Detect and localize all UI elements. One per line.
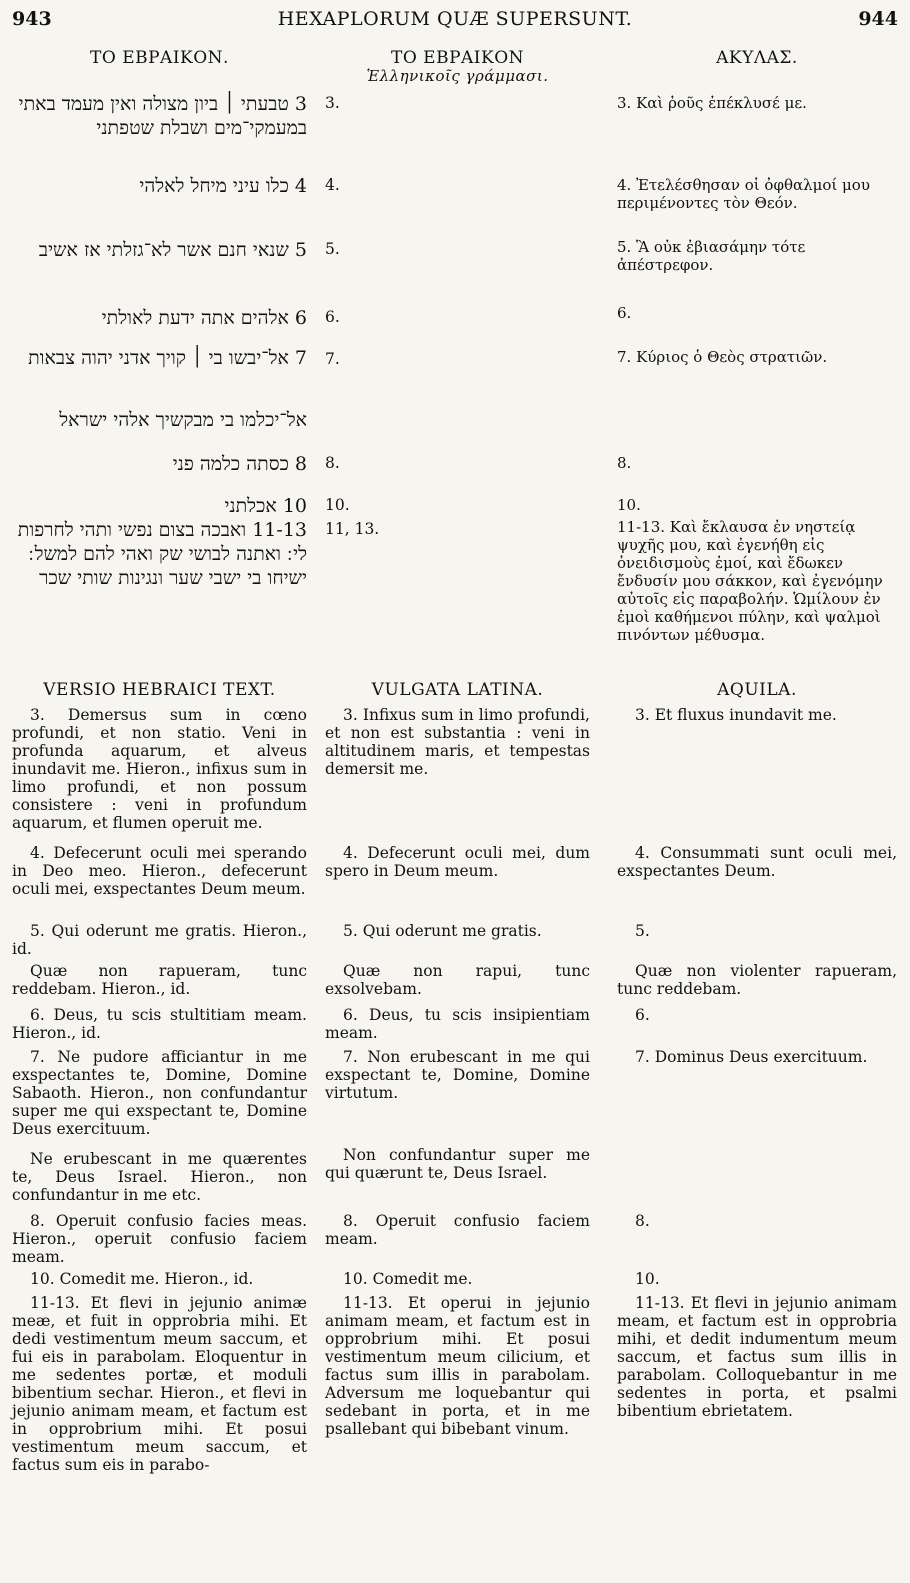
aquila-text: 4. Consummati sunt oculi mei, exspectantes Deum. — [617, 844, 897, 880]
heading-aquila-greek: ΑΚΥΛΑΣ. — [716, 48, 798, 68]
vulgata-verse-8 — [325, 1212, 590, 1248]
heading-aquila-latin: AQUILA. — [717, 680, 797, 700]
versio-verse-5b — [12, 962, 307, 998]
hebrew-verse-11-13: 11-13 ואבכה בצום נפשי ותהי לחרפות לי ׃ ואתנה לבושי שק ואהי להם למשל ׃ ישיחו בי ישבי שער ונגינות שותי שכר — [17, 519, 307, 589]
greek-verse-6: 6. — [617, 304, 632, 322]
mid-verse-7: 7. — [325, 350, 340, 368]
versio-text: 7. Ne pudore afficiantur in me exspectantes te, Domine, Domine Sabaoth. Hieron., non confundantur super me qui exspectant te, Domine Deus exercituum. — [12, 1048, 307, 1138]
aquila-verse-5b — [617, 962, 897, 998]
hebrew-verse-5: 5 שנאי חנם אשר לא־גזלתי אז אשיב — [38, 239, 307, 261]
aquila-verse-7 — [617, 1048, 897, 1066]
vulgata-text: 7. Non erubescant in me qui exspectant te, Domine, Domine virtutum. — [325, 1048, 590, 1102]
running-header — [12, 8, 898, 36]
aquila-text: Quæ non violenter rapueram, tunc reddebam. — [617, 962, 897, 998]
vulgata-verse-5b — [325, 962, 590, 998]
aquila-text: 7. Dominus Deus exercituum. — [635, 1048, 868, 1066]
versio-verse-3 — [12, 706, 307, 832]
aquila-text: 5. — [635, 922, 650, 940]
versio-text: 11-13. Et flevi in jejunio animæ meæ, et fuit in opprobria mihi. Et dedi vestimentum meum saccum, et fui eis in parabolam. Eloquentur in me sedentes portæ, et moduli bibentium sechar. Hieron., et flevi in jejunio animam meam, et factum est in opprobrium mihi. Et posui vestimentum meum saccum, et factus sum eis in parabo- — [12, 1294, 307, 1474]
aquila-verse-6 — [617, 1006, 897, 1024]
greek-verse-10: 10. — [617, 496, 641, 514]
aquila-verse-5 — [617, 922, 897, 940]
versio-text: 6. Deus, tu scis stultitiam meam. Hieron., id. — [12, 1006, 307, 1042]
hebrew-verse-6: 6 אלהים אתה ידעת לאולתי — [101, 307, 307, 329]
vulgata-verse-10 — [325, 1270, 590, 1288]
versio-verse-6 — [12, 1006, 307, 1042]
aquila-text: 3. Et fluxus inundavit me. — [635, 706, 837, 724]
mid-verse-6: 6. — [325, 308, 340, 326]
hebrew-verse-7: 7 אל־יבשו בי ׀ קויך אדני יהוה צבאות — [28, 347, 307, 369]
aquila-verse-10 — [617, 1270, 897, 1288]
heading-vulgata: VULGATA LATINA. — [371, 680, 544, 700]
heading-hebrew: ΤΟ ΕΒΡΑΙΚΟΝ. — [90, 48, 229, 68]
vulgata-text: 6. Deus, tu scis insipientiam meam. — [325, 1006, 590, 1042]
versio-text: 8. Operuit confusio facies meas. Hieron., operuit confusio faciem meam. — [12, 1212, 307, 1266]
heading-hebrew-greek-letters: ΤΟ ΕΒΡΑΙΚΟΝ — [390, 48, 525, 68]
mid-verse-4: 4. — [325, 176, 340, 194]
vulgata-verse-11-13 — [325, 1294, 590, 1438]
greek-verse-4: 4. Ἐτελέσθησαν οἱ ὀφθαλμοί μου περιμένοντες τὸν Θεόν. — [617, 176, 870, 212]
aquila-text: 8. — [635, 1212, 650, 1230]
vulgata-text: 4. Defecerunt oculi mei, dum spero in Deum meum. — [325, 844, 590, 880]
vulgata-verse-5 — [325, 922, 590, 940]
versio-verse-7 — [12, 1048, 307, 1138]
aquila-text: 6. — [635, 1006, 650, 1024]
versio-verse-10 — [12, 1270, 307, 1288]
aquila-verse-8 — [617, 1212, 897, 1230]
mid-verse-5: 5. — [325, 240, 340, 258]
hebrew-verse-8: 8 כסתה כלמה פני — [172, 453, 307, 475]
versio-text: Quæ non rapueram, tunc reddebam. Hieron., id. — [12, 962, 307, 998]
heading-versio-hebraici: VERSIO HEBRAICI TEXT. — [43, 680, 276, 700]
vulgata-text: 3. Infixus sum in limo profundi, et non est substantia : veni in altitudinem maris, et tempestas demersit me. — [325, 706, 590, 778]
versio-verse-8 — [12, 1212, 307, 1266]
mid-verse-3: 3. — [325, 94, 340, 112]
versio-text: 4. Defecerunt oculi mei sperando in Deo meo. Hieron., defecerunt oculi mei, exspectantes Deum meum. — [12, 844, 307, 898]
aquila-text: 11-13. Et flevi in jejunio animam meam, et factum est in opprobria mihi, et dedit indumentum meum saccum, et factus sum illis in parabolam. Colloquebantur in me sedentes in porta, et psalmi bibentium ebrietatem. — [617, 1294, 897, 1420]
vulgata-verse-7b — [325, 1146, 590, 1182]
hebrew-verse-4: 4 כלו עיני מיחל לאלהי — [139, 175, 307, 197]
vulgata-verse-6 — [325, 1006, 590, 1042]
mid-verse-11-13: 11, 13. — [325, 520, 380, 538]
mid-verse-8: 8. — [325, 454, 340, 472]
mid-verse-10: 10. — [325, 496, 350, 514]
aquila-verse-4 — [617, 844, 897, 880]
page-number-right: 944 — [858, 8, 898, 30]
aquila-verse-11-13 — [617, 1294, 897, 1420]
vulgata-verse-3 — [325, 706, 590, 778]
hebrew-verse-7b: אל־יכלמו בי מבקשיך אלהי ישראל — [59, 409, 307, 431]
greek-verse-7: 7. Κύριος ὁ Θεὸς στρατιῶν. — [617, 348, 828, 366]
vulgata-verse-4 — [325, 844, 590, 880]
aquila-text: 10. — [635, 1270, 660, 1288]
versio-verse-7b — [12, 1150, 307, 1204]
versio-verse-4 — [12, 844, 307, 898]
versio-verse-5 — [12, 922, 307, 958]
versio-verse-11-13 — [12, 1294, 307, 1474]
vulgata-text: 5. Qui oderunt me gratis. — [343, 922, 542, 940]
vulgata-text: 11-13. Et operui in jejunio animam meam, et factum est in opprobrium mihi. Et posui vestimentum meum cilicium, et factus sum illis in parabolam. Adversum me loquebantur qui sedebant in porta, et in me psallebant qui bibebant vinum. — [325, 1294, 590, 1438]
greek-verse-8: 8. — [617, 454, 632, 472]
greek-verse-3: 3. Καὶ ῥοῦς ἐπέκλυσέ με. — [617, 94, 807, 112]
running-title: HEXAPLORUM QUÆ SUPERSUNT. — [277, 8, 633, 30]
vulgata-text: 10. Comedit me. — [343, 1270, 473, 1288]
vulgata-text: Non confundantur super me qui quærunt te, Deus Israel. — [325, 1146, 590, 1182]
aquila-verse-3 — [617, 706, 897, 724]
versio-text: 3. Demersus sum in cœno profundi, et non statio. Veni in profunda aquarum, et alveus inundavit me. Hieron., infixus sum in limo profundi, et non possum consistere : veni in profundum aquarum, et flumen operuit me. — [12, 706, 307, 832]
greek-verse-5: 5. Ἃ οὐκ ἐβιασάμην τότε ἀπέστρεφον. — [617, 238, 806, 274]
versio-text: 10. Comedit me. Hieron., id. — [30, 1270, 254, 1288]
page-number-left: 943 — [12, 8, 52, 30]
vulgata-text: Quæ non rapui, tunc exsolvebam. — [325, 962, 590, 998]
versio-text: Ne erubescant in me quærentes te, Deus Israel. Hieron., non confundantur in me etc. — [12, 1150, 307, 1204]
greek-verse-11-13: 11-13. Καὶ ἔκλαυσα ἐν νηστείᾳ ψυχῆς μου, καὶ ἐγενήθη εἰς ὀνειδισμοὺς ἐμοί, καὶ ἔδωκεν ἔνδυσίν μου σάκκον, καὶ ἐγενόμην αὐτοῖς εἰς παραβολήν. Ὡμίλουν ἐν ἐμοὶ καθήμενοι πύλην, καὶ ψαλμοὶ πινόντων μέθυσμα. — [617, 518, 883, 644]
hebrew-verse-3: 3 טבעתי ׀ ביון מצולה ואין מעמד באתי במעמקי־מים ושבלת שטפתני — [18, 93, 307, 139]
vulgata-verse-7 — [325, 1048, 590, 1102]
vulgata-text: 8. Operuit confusio faciem meam. — [325, 1212, 590, 1248]
subheading-greek-letters: Ἑλληνικοῖς γράμμασι. — [366, 67, 549, 85]
versio-text: 5. Qui oderunt me gratis. Hieron., id. — [12, 922, 307, 958]
hebrew-verse-10: 10 אכלתני — [224, 495, 307, 517]
